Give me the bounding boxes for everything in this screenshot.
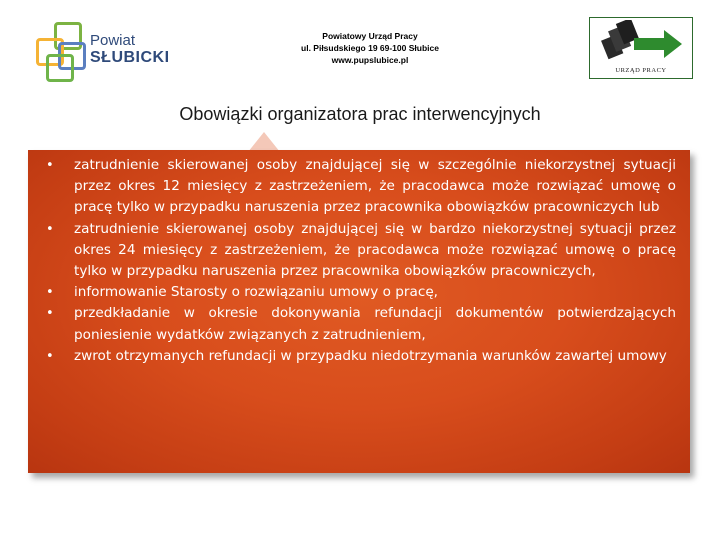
- logo-square-lightgreen: [46, 54, 74, 82]
- list-item: [28, 282, 690, 303]
- urzad-pracy-label: URZĄD PRACY: [615, 67, 667, 74]
- office-address-block: [260, 30, 480, 66]
- list-item: [28, 303, 690, 345]
- list-item: [28, 219, 690, 283]
- obligations-panel: [28, 150, 690, 473]
- list-item: [28, 346, 690, 367]
- bullet-text: zatrudnienie skierowanej osoby znajdującej się w szczególnie niekorzystnej sytuacji przez okres 12 miesięcy z zastrzeżeniem, że pracodawca może rozwiązać umowę o pracę tylko w przypadku naruszenia przez pracownika obowiązków pracowniczych lub: [74, 157, 676, 216]
- office-street: ul. Piłsudskiego 19 69-100 Słubice: [301, 43, 439, 53]
- bullet-icon: •: [46, 348, 54, 364]
- bullet-text: informowanie Starosty o rozwiązaniu umowy o pracę,: [74, 284, 439, 301]
- office-website: www.pupslubice.pl: [331, 55, 409, 65]
- logo-text: [90, 32, 170, 67]
- bullet-icon: •: [46, 306, 54, 322]
- logo-word-powiat: Powiat: [90, 32, 136, 49]
- office-name: Powiatowy Urząd Pracy: [322, 31, 418, 41]
- obligations-list: [28, 155, 690, 367]
- bullet-text: zwrot otrzymanych refundacji w przypadku niedotrzymania warunków zawartej umowy: [74, 347, 667, 364]
- bullet-icon: •: [46, 285, 54, 301]
- bullet-text: przedkładanie w okresie dokonywania refundacji dokumentów potwierdzających poniesienie wydatków związanych z zatrudnieniem,: [74, 305, 676, 343]
- slide-title: Obowiązki organizatora prac interwencyjnych: [179, 104, 541, 124]
- list-item: [28, 155, 690, 219]
- bullet-icon: •: [46, 221, 54, 237]
- urzad-pracy-emblem-icon: [590, 20, 691, 64]
- powiat-slubicki-logo: [28, 16, 172, 82]
- logo-squares-icon: [32, 20, 88, 78]
- bullet-text: zatrudnienie skierowanej osoby znajdującej się w bardzo niekorzystnej sytuacji przez okres 24 miesięcy z zastrzeżeniem, że pracodawca może rozwiązać umowę o pracę tylko w przypadku naruszenia przez pracownika obowiązków pracowniczych,: [74, 220, 676, 280]
- bullet-icon: •: [46, 158, 54, 173]
- logo-word-slubicki: SŁUBICKI: [90, 49, 170, 66]
- decorative-triangle: [248, 132, 280, 152]
- urzad-pracy-logo: [589, 17, 693, 79]
